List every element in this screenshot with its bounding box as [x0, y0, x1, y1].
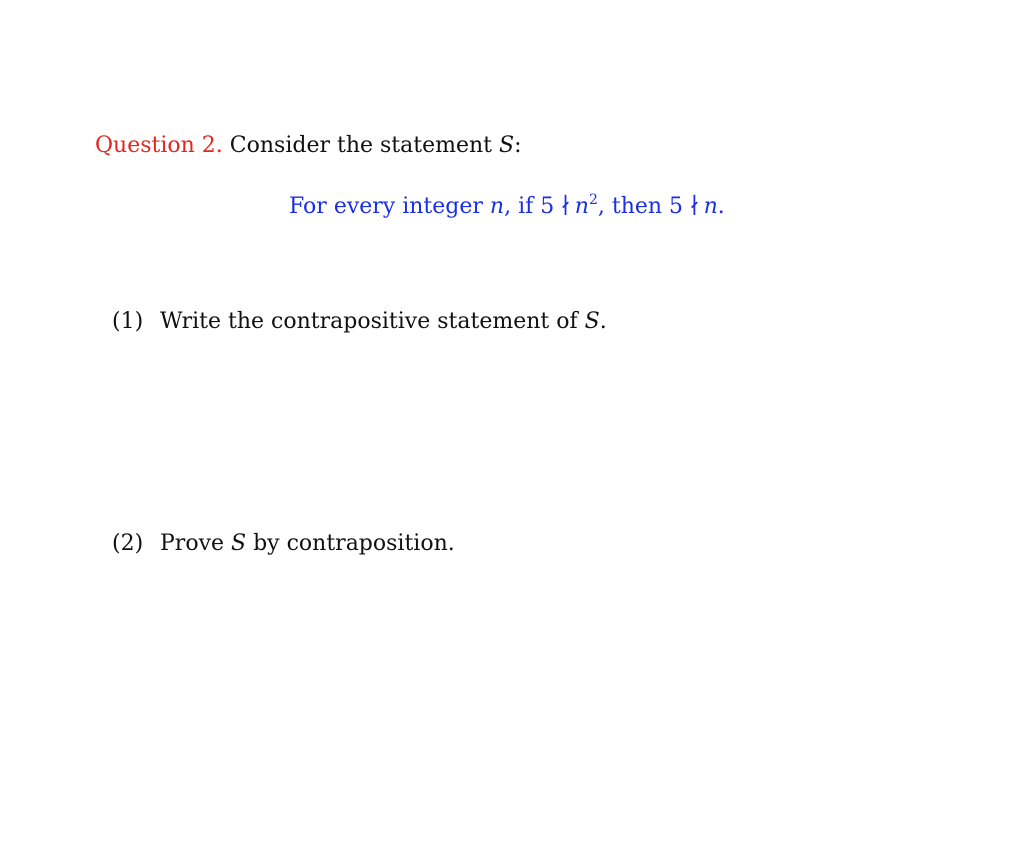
part-2 — [112, 530, 455, 558]
part-1-variable: S — [584, 309, 600, 334]
part-1 — [112, 308, 607, 336]
part-2-text-end: by contraposition. — [253, 531, 455, 556]
part-2-text: Prove — [160, 531, 225, 556]
part-1-number: (1) — [112, 309, 144, 334]
n-squared-exponent: 2 — [588, 192, 598, 208]
statement-mid: , if 5 — [504, 194, 555, 219]
question-intro: Consider the statement — [229, 133, 493, 158]
variable-n-end: n — [703, 194, 718, 219]
variable-n: n — [489, 194, 505, 219]
not-divides-symbol: ∤ — [560, 194, 571, 219]
n-squared-base: n — [574, 194, 589, 219]
part-2-number: (2) — [112, 531, 144, 556]
part-2-variable: S — [231, 531, 247, 556]
statement-post: , then 5 — [597, 194, 684, 219]
statement-s — [289, 193, 725, 221]
part-1-period: . — [599, 309, 607, 334]
question-label: Question 2. — [95, 133, 223, 158]
not-divides-symbol-2: ∤ — [689, 194, 700, 219]
statement-end: . — [717, 194, 725, 219]
question-colon: : — [514, 133, 522, 158]
statement-variable: S — [499, 133, 515, 158]
question-header — [95, 132, 522, 160]
part-1-text: Write the contrapositive statement of — [160, 309, 578, 334]
statement-pre: For every integer — [289, 194, 483, 219]
